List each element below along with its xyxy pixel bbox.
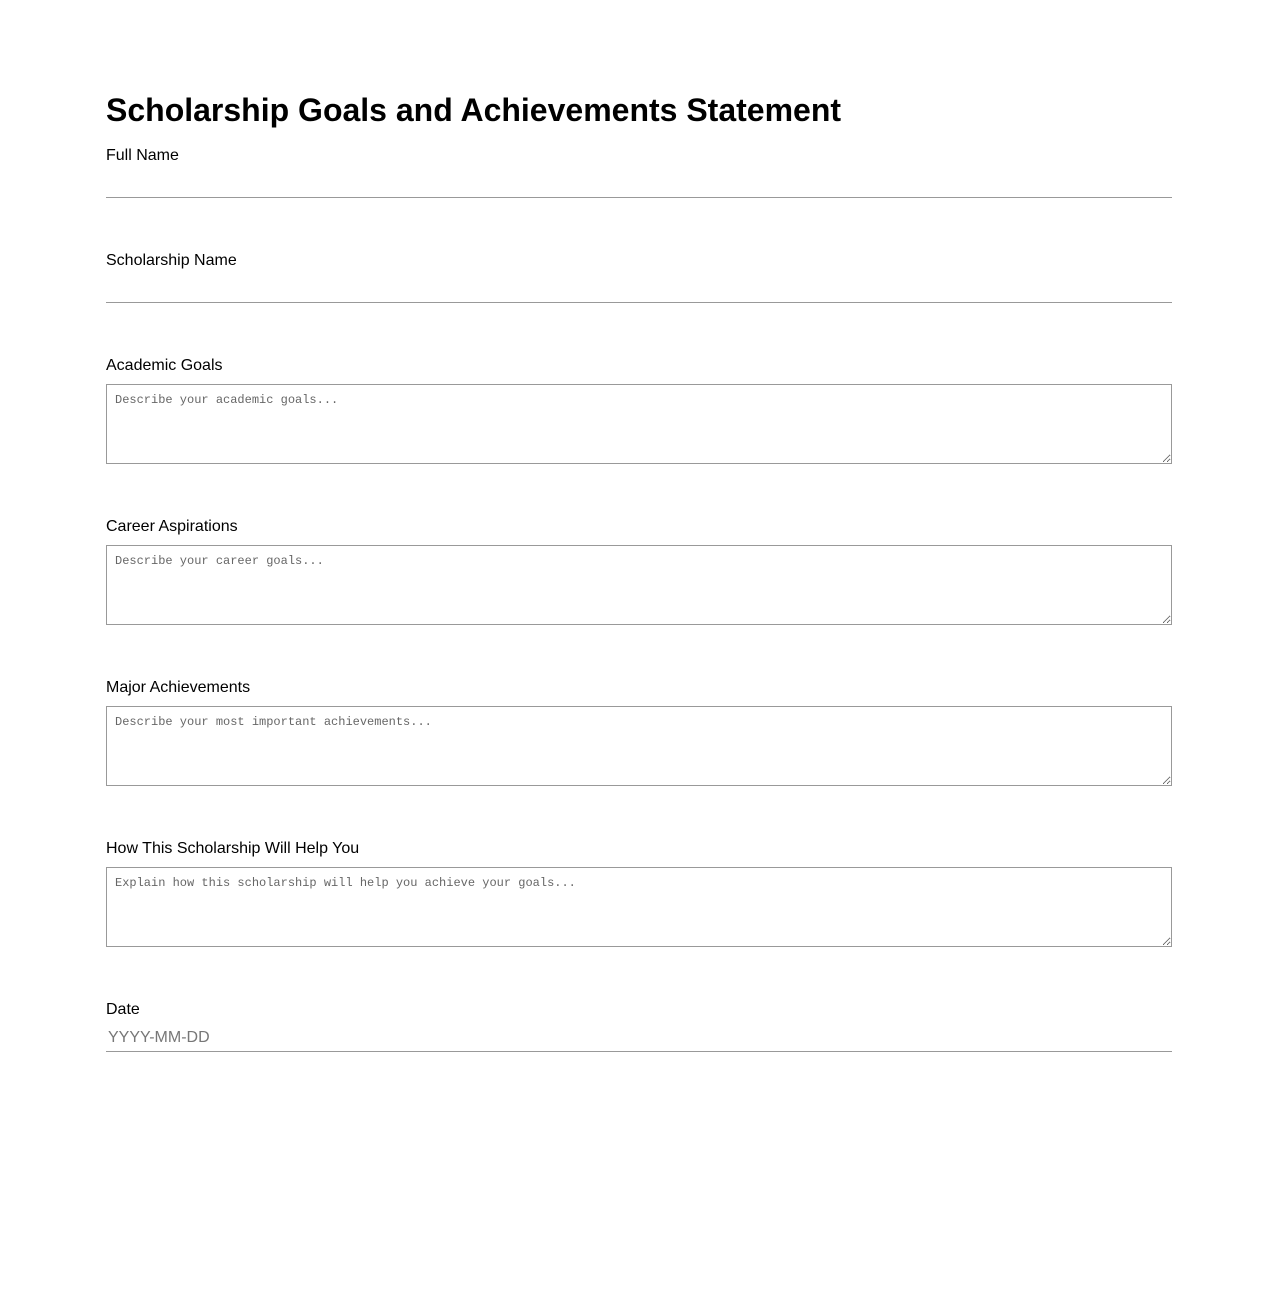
full-name-label: Full Name	[106, 147, 179, 164]
career-aspirations-textarea[interactable]	[106, 545, 1172, 625]
major-achievements-label: Major Achievements	[106, 679, 251, 696]
page-title: Scholarship Goals and Achievements Statement	[106, 92, 842, 128]
scholarship-name-input[interactable]	[106, 275, 1172, 303]
date-label: Date	[106, 1001, 140, 1018]
date-input[interactable]	[106, 1024, 1172, 1052]
full-name-input[interactable]	[106, 170, 1172, 198]
academic-goals-textarea[interactable]	[106, 384, 1172, 464]
scholarship-name-label: Scholarship Name	[106, 252, 237, 269]
scholarship-help-textarea[interactable]	[106, 867, 1172, 947]
career-aspirations-label: Career Aspirations	[106, 518, 238, 535]
major-achievements-textarea[interactable]	[106, 706, 1172, 786]
scholarship-help-label: How This Scholarship Will Help You	[106, 840, 360, 857]
academic-goals-label: Academic Goals	[106, 357, 223, 374]
